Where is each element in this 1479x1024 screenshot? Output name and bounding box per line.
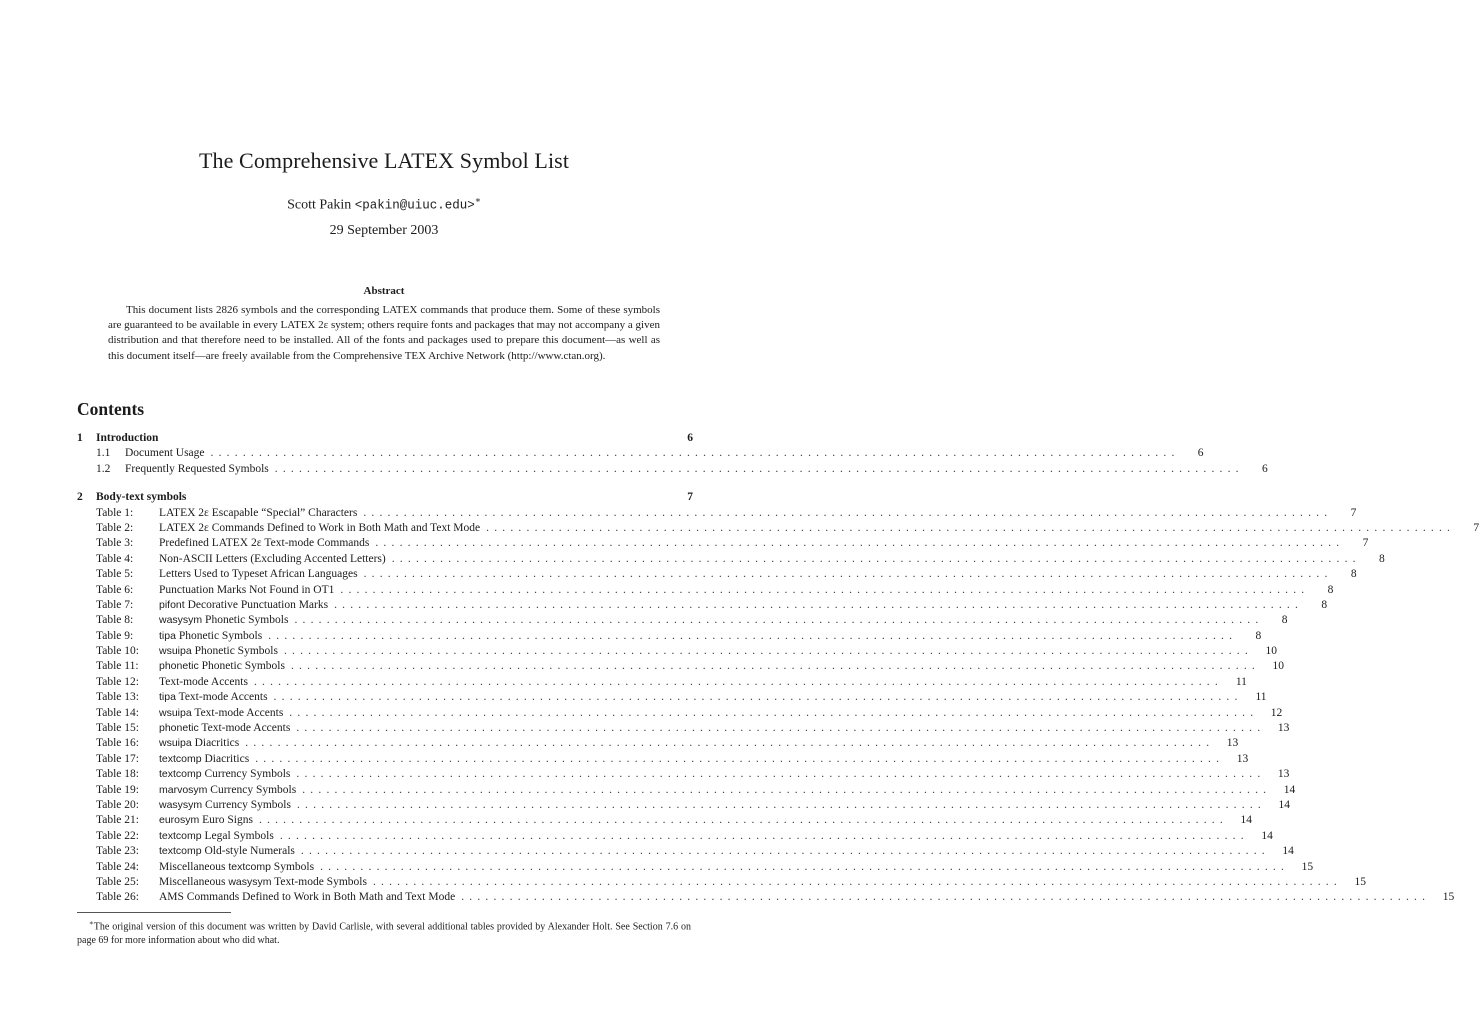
toc-page-number: 8 — [1350, 568, 1357, 581]
entry-title-suffix: Text-mode Symbols — [274, 875, 367, 888]
entry-title-suffix: Symbols — [273, 860, 315, 873]
toc-entry-title — [159, 783, 296, 798]
dot-leader: ........................................................................................................................ — [253, 675, 1223, 688]
toc-entry-row[interactable] — [77, 875, 1366, 890]
package-name: phonetic — [159, 722, 199, 735]
toc-page-number: 13 — [1277, 768, 1290, 781]
dot-leader: ........................................................................................................................ — [372, 875, 1342, 888]
toc-entry-title — [159, 629, 262, 644]
dot-leader: ........................................................................................................................ — [340, 583, 1310, 596]
dot-leader: ........................................................................................................................ — [210, 447, 1180, 460]
toc-entry-row[interactable] — [77, 613, 1288, 628]
toc-entry-row[interactable] — [77, 462, 1268, 477]
toc-entry-title — [159, 675, 248, 690]
toc-page-number: 15 — [1442, 891, 1455, 904]
package-name: textcomp — [228, 860, 271, 873]
toc-page-number: 13 — [1236, 752, 1249, 765]
toc-entry-row[interactable] — [77, 829, 1273, 844]
toc-page-number: 11 — [1255, 691, 1267, 704]
dot-leader: ........................................................................................................................ — [363, 568, 1333, 581]
toc-entry-number: Table 16: — [96, 737, 139, 750]
package-name: marvosym — [159, 783, 208, 796]
toc-entry-row[interactable] — [77, 767, 1290, 782]
toc-entry-row[interactable] — [77, 521, 1479, 536]
toc-page-number: 10 — [1265, 645, 1277, 658]
dot-leader: ........................................................................................................................ — [320, 860, 1290, 873]
toc-page-number: 11 — [1235, 675, 1247, 688]
toc-entry-row[interactable] — [77, 721, 1290, 736]
toc-entry-title — [159, 644, 278, 659]
dot-leader: ........................................................................................................................ — [375, 537, 1345, 550]
entry-title-text: Euro Signs — [202, 814, 253, 827]
package-name: textcomp — [159, 752, 202, 765]
package-name: wsuipa — [159, 737, 192, 750]
toc-entry-number: 1.2 — [96, 462, 111, 475]
package-name: eurosym — [159, 814, 200, 827]
toc-page-number: 15 — [1354, 875, 1366, 888]
package-name: tipa — [159, 629, 176, 642]
dot-leader: ........................................................................................................................ — [290, 660, 1260, 673]
toc-entry-row[interactable] — [77, 736, 1239, 751]
entry-title-text: LATEX 2ε Commands Defined to Work in Both Math and Text Mode — [159, 521, 481, 534]
toc-page-number: 13 — [1277, 722, 1290, 735]
author-name: Scott Pakin — [287, 197, 352, 213]
entry-title-text: Letters Used to Typeset African Languages — [159, 568, 358, 581]
toc-entry-row[interactable] — [77, 690, 1267, 705]
toc-entry-title — [159, 829, 274, 844]
entry-title-text: Text-mode Accents — [201, 722, 291, 735]
toc-page-number: 8 — [1378, 552, 1385, 565]
toc-page-number: 7 — [1350, 506, 1357, 519]
toc-entry-title — [159, 875, 367, 890]
entry-title-text: LATEX 2ε Escapable “Special” Characters — [159, 506, 358, 519]
dot-leader: ........................................................................................................................ — [245, 737, 1215, 750]
package-name: textcomp — [159, 768, 202, 781]
toc-entry-title — [159, 890, 455, 905]
entry-title-text: Diacritics — [194, 737, 240, 750]
toc-page-number: 8 — [1321, 598, 1328, 611]
toc-entry-title — [125, 446, 205, 461]
toc-entry-row[interactable] — [77, 506, 1357, 521]
dot-leader: ........................................................................................................................ — [273, 691, 1243, 704]
toc-entry-number: Table 6: — [96, 583, 134, 596]
toc-entry-number: Table 1: — [96, 506, 134, 519]
toc-entry-number: Table 25: — [96, 875, 139, 888]
author-footnote-mark: ∗ — [474, 195, 481, 205]
document-date: 29 September 2003 — [329, 223, 439, 238]
footnote-rule — [77, 912, 231, 913]
toc-entry-row[interactable] — [77, 629, 1262, 644]
entry-title-text: Miscellaneous — [159, 875, 226, 888]
toc-page-number: 7 — [687, 491, 693, 504]
toc-page-number: 14 — [1278, 798, 1290, 811]
toc-entry-row[interactable] — [77, 844, 1294, 859]
dot-leader: ........................................................................................................................ — [363, 506, 1333, 519]
entry-title-text: Decorative Punctuation Marks — [187, 598, 329, 611]
toc-entry-row[interactable] — [77, 752, 1249, 767]
toc-entry-number: Table 14: — [96, 706, 139, 719]
toc-entry-row[interactable] — [77, 675, 1247, 690]
toc-page-number: 6 — [1197, 447, 1204, 460]
toc-entry-title — [159, 813, 253, 828]
toc-entry-title — [159, 567, 358, 582]
package-name: phonetic — [159, 660, 199, 673]
footnote-text: The original version of this document was written by David Carlisle, with several additional tables provided by Alexander Holt. See Section 7.6 on page 69 for more information about who did what. — [77, 921, 691, 947]
dot-leader: ........................................................................................................................ — [296, 722, 1266, 735]
toc-page-number: 13 — [1226, 737, 1239, 750]
dot-leader: ........................................................................................................................ — [258, 814, 1228, 827]
toc-entry-number: Table 23: — [96, 845, 139, 858]
toc-section-title: Introduction — [96, 432, 159, 444]
toc-entry-title — [159, 583, 334, 598]
entry-title-text: Currency Symbols — [205, 798, 291, 811]
package-name: textcomp — [159, 829, 202, 842]
toc-section-row[interactable] — [77, 490, 693, 505]
dot-leader: ........................................................................................................................ — [334, 598, 1304, 611]
dot-leader: ........................................................................................................................ — [486, 521, 1456, 534]
package-name: pifont — [159, 598, 185, 611]
dot-leader: ........................................................................................................................ — [391, 552, 1361, 565]
package-name: tipa — [159, 691, 176, 704]
toc-entry-number: Table 24: — [96, 860, 139, 873]
entry-title-text: Miscellaneous — [159, 860, 226, 873]
toc-entry-title — [159, 752, 249, 767]
dot-leader: ........................................................................................................................ — [296, 798, 1266, 811]
toc-entry-number: Table 7: — [96, 598, 134, 611]
entry-title-text: Phonetic Symbols — [201, 660, 285, 673]
toc-entry-title — [159, 767, 290, 782]
toc-page-number: 14 — [1283, 783, 1296, 796]
contents-heading: Contents — [77, 399, 145, 419]
abstract-text: This document lists 2826 symbols and the corresponding LATEX commands that produce them. Some of these symbols are guaranteed to be available in every LATEX 2ε system; others require fonts and packages that may not accompany a given distribution and that therefore need to be installed. All of the fonts and packages used to prepare this document—as well as this document itself—are freely available from the Comprehensive TEX Archive Network (http://www.ctan.org). — [108, 304, 660, 362]
toc-entry-title — [159, 736, 239, 751]
document-title: The Comprehensive LATEX Symbol List — [198, 148, 570, 173]
entry-title-text: Predefined LATEX 2ε Text-mode Commands — [159, 537, 370, 550]
toc-page-number: 14 — [1282, 845, 1294, 858]
toc-entry-title — [159, 521, 480, 536]
toc-entry-number: 1.1 — [96, 447, 111, 460]
dot-leader: ........................................................................................................................ — [279, 829, 1249, 842]
toc-entry-title — [159, 860, 314, 875]
toc-entry-number: Table 3: — [96, 537, 134, 550]
entry-title-text: Phonetic Symbols — [194, 645, 278, 658]
dot-leader: ........................................................................................................................ — [296, 768, 1266, 781]
footnote — [77, 916, 691, 948]
toc-entry-row[interactable] — [77, 890, 1455, 905]
toc-entry-number: Table 11: — [96, 660, 139, 673]
author-email[interactable]: <pakin@uiuc.edu> — [354, 198, 475, 213]
toc-entry-row[interactable] — [77, 813, 1252, 828]
toc-entry-row[interactable] — [77, 706, 1283, 721]
toc-entry-row[interactable] — [77, 598, 1328, 613]
toc-entry-title — [125, 462, 269, 477]
toc-page-number: 12 — [1270, 706, 1283, 719]
dot-leader: ........................................................................................................................ — [461, 891, 1431, 904]
dot-leader: ........................................................................................................................ — [302, 783, 1272, 796]
footnote-mark: ∗ — [89, 919, 94, 927]
author-line — [0, 195, 768, 214]
toc-entry-number: Table 13: — [96, 691, 139, 704]
toc-page-number: 7 — [1473, 521, 1479, 534]
toc-entry-row[interactable] — [77, 552, 1385, 567]
toc-page-number: 7 — [1362, 537, 1369, 550]
toc-entry-title — [159, 536, 369, 551]
toc-entry-row[interactable] — [77, 583, 1334, 598]
toc-entry-number: Table 12: — [96, 675, 139, 688]
entry-title-text: Punctuation Marks Not Found in OT1 — [159, 583, 335, 596]
toc-entry-row[interactable] — [77, 446, 1204, 461]
toc-page-number: 8 — [1281, 614, 1288, 627]
dot-leader: ........................................................................................................................ — [255, 752, 1225, 765]
table-of-contents — [77, 431, 1479, 906]
toc-entry-number: Table 8: — [96, 614, 134, 627]
toc-entry-number: Table 20: — [96, 798, 139, 811]
package-name: textcomp — [159, 845, 202, 858]
toc-entry-title — [159, 706, 283, 721]
toc-entry-number: Table 18: — [96, 768, 139, 781]
entry-title-text: Text-mode Accents — [178, 691, 268, 704]
toc-section-title: Body-text symbols — [96, 491, 187, 504]
toc-entry-title — [159, 598, 328, 613]
dot-leader: ........................................................................................................................ — [283, 645, 1253, 658]
package-name: wsuipa — [159, 645, 192, 658]
dot-leader: ........................................................................................................................ — [274, 462, 1244, 475]
toc-page-number: 14 — [1240, 814, 1252, 827]
toc-entry-row[interactable] — [77, 659, 1284, 674]
entry-title-text: Document Usage — [125, 447, 205, 460]
toc-section-number: 2 — [77, 491, 83, 504]
dot-leader: ........................................................................................................................ — [289, 706, 1259, 719]
toc-page-number: 8 — [1255, 629, 1262, 642]
dot-leader: ........................................................................................................................ — [300, 845, 1270, 858]
toc-page-number: 15 — [1301, 860, 1314, 873]
entry-title-text: Phonetic Symbols — [178, 629, 263, 642]
package-name: wasysym — [228, 875, 272, 888]
toc-page-number: 8 — [1327, 583, 1334, 596]
toc-entry-number: Table 2: — [96, 521, 134, 534]
section-gap — [77, 477, 693, 490]
dot-leader: ........................................................................................................................ — [294, 614, 1264, 627]
toc-entry-number: Table 15: — [96, 722, 139, 735]
entry-title-text: AMS Commands Defined to Work in Both Math and Text Mode — [159, 891, 456, 904]
toc-section-row[interactable] — [77, 431, 693, 446]
toc-entry-number: Table 10: — [96, 645, 139, 658]
toc-entry-title — [159, 690, 268, 705]
toc-page-number: 14 — [1261, 829, 1273, 842]
toc-entry-title — [159, 613, 288, 628]
entry-title-text: Text-mode Accents — [194, 706, 284, 719]
toc-page-number: 10 — [1272, 660, 1284, 673]
entry-title-text: Currency Symbols — [210, 783, 297, 796]
entry-title-text: Frequently Requested Symbols — [125, 462, 269, 475]
package-name: wsuipa — [159, 706, 192, 719]
entry-title-text: Phonetic Symbols — [205, 614, 289, 627]
entry-title-text: Diacritics — [204, 752, 250, 765]
toc-entry-number: Table 17: — [96, 752, 139, 765]
entry-title-text: Non-ASCII Letters (Excluding Accented Letters) — [159, 552, 386, 565]
toc-entry-title — [159, 552, 386, 567]
toc-entry-number: Table 21: — [96, 814, 139, 827]
package-name: wasysym — [159, 798, 203, 811]
package-name: wasysym — [159, 614, 203, 627]
toc-section-number: 1 — [77, 432, 83, 444]
toc-entry-row[interactable] — [77, 783, 1296, 798]
toc-entry-number: Table 5: — [96, 568, 134, 581]
toc-entry-number: Table 4: — [96, 552, 134, 565]
toc-entry-title — [159, 506, 357, 521]
toc-entry-title — [159, 798, 291, 813]
toc-entry-title — [159, 844, 295, 859]
toc-entry-row[interactable] — [77, 644, 1277, 659]
dot-leader: ........................................................................................................................ — [268, 629, 1238, 642]
toc-entry-number: Table 22: — [96, 829, 139, 842]
toc-entry-row[interactable] — [77, 567, 1357, 582]
toc-entry-row[interactable] — [77, 536, 1369, 551]
toc-entry-number: Table 9: — [96, 629, 134, 642]
entry-title-text: Legal Symbols — [204, 829, 274, 842]
toc-page-number: 6 — [1262, 462, 1268, 475]
entry-title-text: Old-style Numerals — [204, 845, 295, 858]
toc-entry-number: Table 19: — [96, 783, 139, 796]
abstract-heading: Abstract — [363, 285, 405, 297]
toc-entry-title — [159, 721, 290, 736]
toc-entry-row[interactable] — [77, 860, 1314, 875]
entry-title-text: Text-mode Accents — [159, 675, 248, 688]
toc-entry-row[interactable] — [77, 798, 1290, 813]
toc-page-number: 6 — [687, 432, 693, 444]
entry-title-text: Currency Symbols — [204, 768, 291, 781]
toc-entry-title — [159, 659, 285, 674]
toc-entry-number: Table 26: — [96, 891, 139, 904]
